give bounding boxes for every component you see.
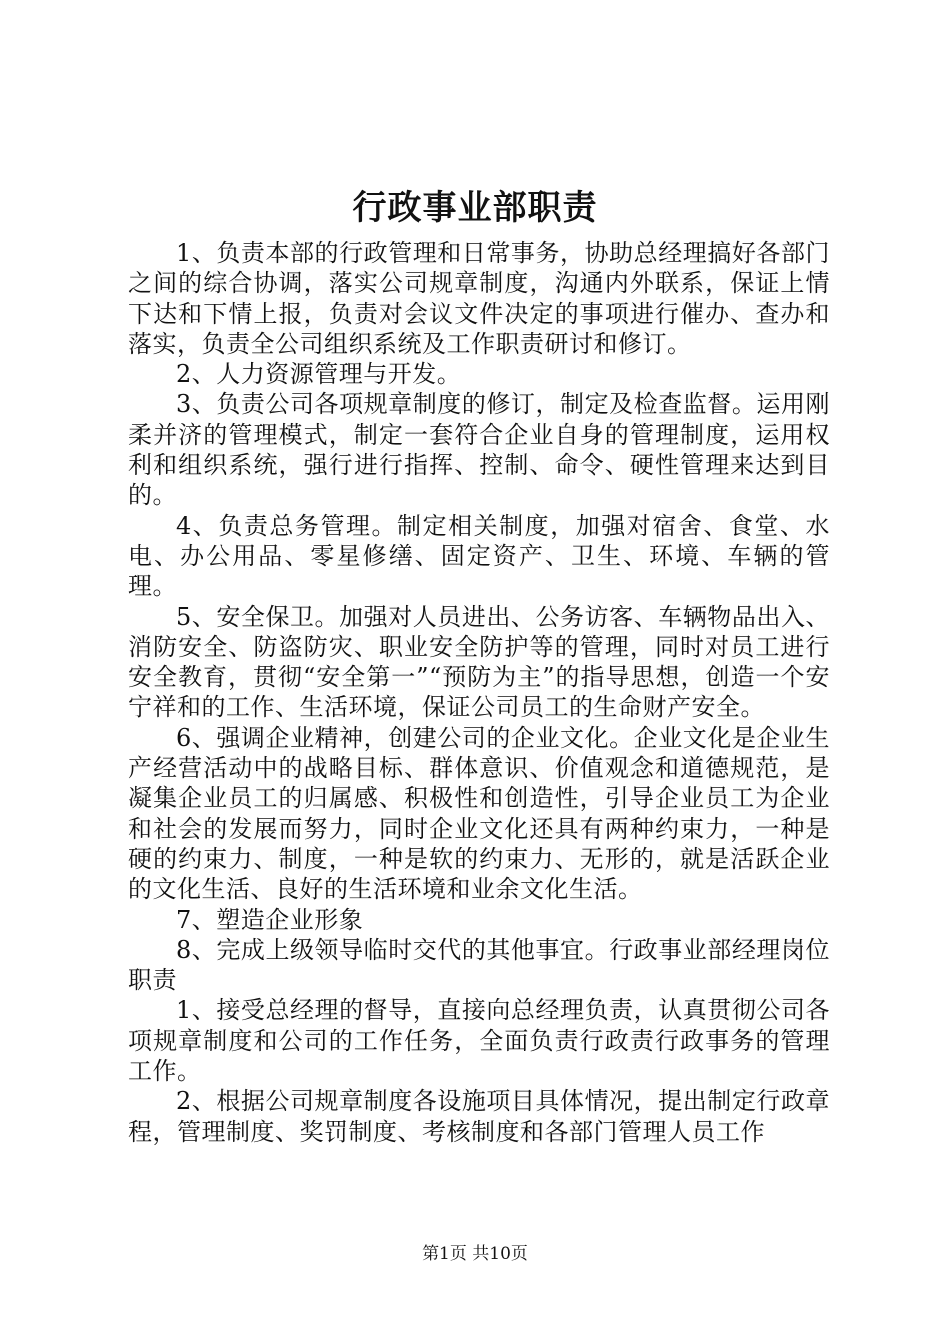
paragraph-7: 7、塑造企业形象 — [176, 905, 364, 934]
document-body — [128, 238, 830, 1147]
paragraph-10: 2、根据公司规章制度各设施项目具体情况，提出制定行政章程，管理制度、奖罚制度、考核制度和各部门管理人员工作 — [128, 1087, 830, 1146]
paragraph-2: 2、人力资源管理与开发。 — [176, 360, 462, 389]
paragraph-5: 5、安全保卫。加强对人员进出、公务访客、车辆物品出入、消防安全、防盗防灾、职业安全防护等的管理，同时对员工进行安全教育，贯彻“安全第一”“预防为主”的指导思想，创造一个安宁祥和的工作、生活环境，保证公司员工的生命财产安全。 — [128, 602, 830, 722]
page-number-footer: 第1页 共10页 — [422, 1244, 528, 1264]
paragraph-8: 8、完成上级领导临时交代的其他事宜。行政事业部经理岗位职责 — [128, 935, 830, 995]
paragraph-6: 6、强调企业精神，创建公司的企业文化。企业文化是企业生产经营活动中的战略目标、群体意识、价值观念和道德规范，是凝集企业员工的归属感、积极性和创造性，引导企业员工为企业和社会的发展而努力，同时企业文化还具有两种约束力，一种是硬的约束力、制度，一种是软的约束力、无形的，就是活跃企业的文化生活、良好的生活环境和业余文化生活。 — [128, 723, 830, 904]
paragraph-9: 1、接受总经理的督导，直接向总经理负责，认真贯彻公司各项规章制度和公司的工作任务，全面负责行政责行政事务的管理工作。 — [128, 996, 830, 1086]
paragraph-4: 4、负责总务管理。制定相关制度，加强对宿舍、食堂、水电、办公用品、零星修缮、固定资产、卫生、环境、车辆的管理。 — [128, 511, 830, 601]
paragraph-3: 3、负责公司各项规章制度的修订，制定及检查监督。运用刚柔并济的管理模式，制定一套符合企业自身的管理制度，运用权利和组织系统，强行进行指挥、控制、命令、硬性管理来达到目的。 — [128, 390, 830, 510]
page-title: 行政事业部职责 — [352, 188, 598, 228]
paragraph-1: 1、负责本部的行政管理和日常事务，协助总经理搞好各部门之间的综合协调，落实公司规章制度，沟通内外联系，保证上情下达和下情上报，负责对会议文件决定的事项进行催办、查办和落实，负责全公司组织系统及工作职责研讨和修订。 — [128, 239, 830, 358]
